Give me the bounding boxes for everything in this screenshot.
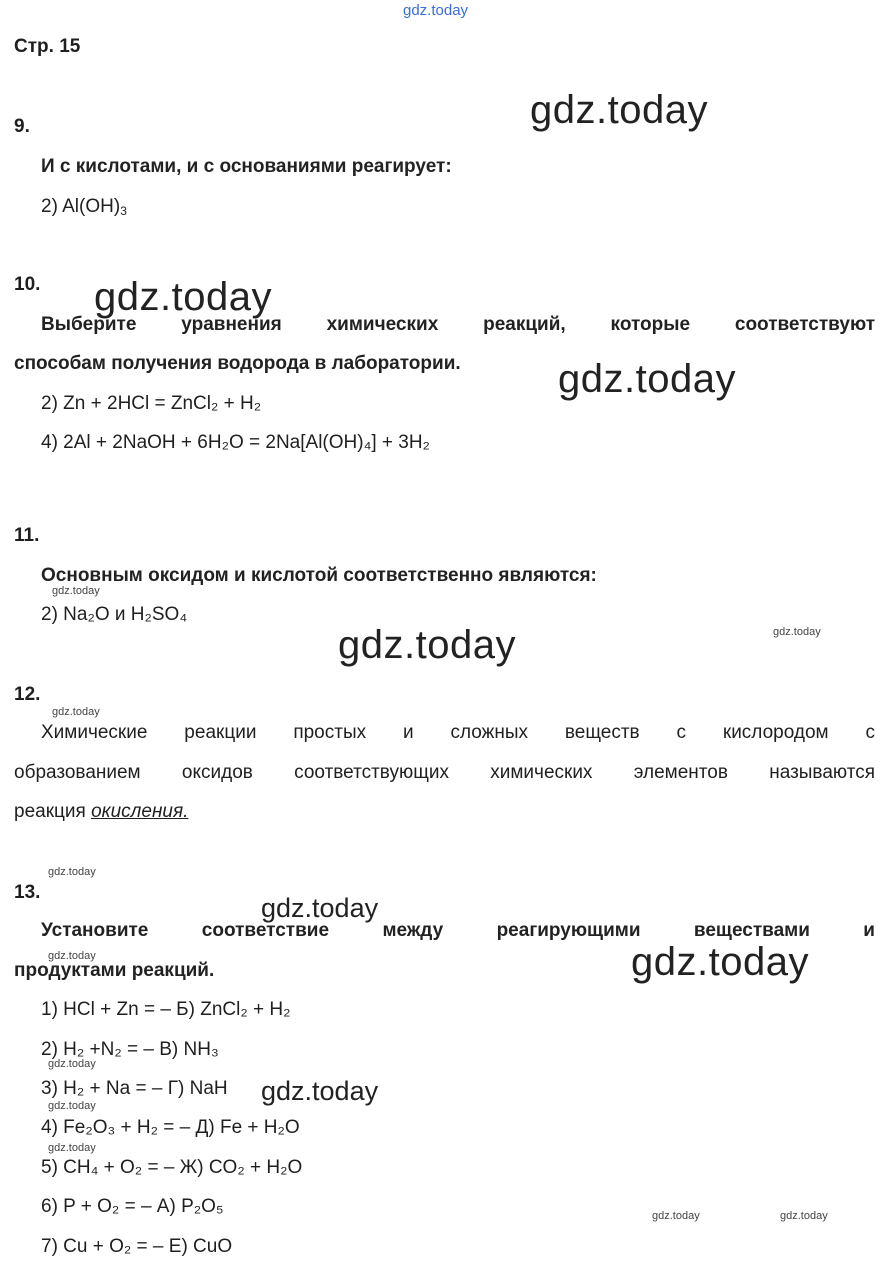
question-text-13-line1: Установите соответствие между реагирующими веществами и: [41, 920, 875, 941]
watermark: gdz.today: [631, 940, 809, 984]
question-text-9: И с кислотами, и с основаниями реагирует:: [41, 156, 452, 177]
watermark-small: gdz.today: [773, 626, 821, 638]
watermark: gdz.today: [530, 88, 708, 132]
question-number-11: 11.: [14, 525, 40, 546]
watermark: gdz.today: [558, 357, 736, 401]
watermark-small: gdz.today: [48, 950, 96, 962]
question-number-13: 13.: [14, 882, 41, 903]
answer-10-2: 4) 2Al + 2NaOH + 6H₂O = 2Na[Al(OH)₄] + 3H₂: [41, 432, 430, 453]
question-text-11: Основным оксидом и кислотой соответственно являются:: [41, 565, 597, 586]
watermark-small: gdz.today: [52, 706, 100, 718]
match-item-6: 6) P + O₂ = – А) P₂O₅: [41, 1196, 224, 1217]
question-text-12-line3: реакция окисления.: [14, 801, 189, 822]
match-item-5: 5) CH₄ + O₂ = – Ж) CO₂ + H₂O: [41, 1157, 303, 1178]
watermark: gdz.today: [261, 893, 379, 923]
answer-10-1: 2) Zn + 2HCl = ZnCl₂ + H₂: [41, 393, 262, 414]
watermark-small: gdz.today: [48, 1142, 96, 1154]
question-number-12: 12.: [14, 684, 41, 705]
question-text-10-line2: способам получения водорода в лаборатории.: [14, 353, 461, 374]
watermark: gdz.today: [261, 1076, 379, 1106]
watermark-small: gdz.today: [780, 1210, 828, 1222]
answer-11: 2) Na₂O и H₂SO₄: [41, 604, 188, 625]
watermark-top: gdz.today: [403, 2, 469, 19]
watermark-small: gdz.today: [48, 1058, 96, 1070]
question-text-13-line2: продуктами реакций.: [14, 960, 215, 981]
match-item-1: 1) HCl + Zn = – Б) ZnCl₂ + H₂: [41, 999, 291, 1020]
question-number-9: 9.: [14, 116, 30, 137]
question-text-12-line2: образованием оксидов соответствующих химических элементов называются: [14, 762, 875, 783]
answer-12: окисления.: [91, 801, 189, 822]
match-item-7: 7) Cu + O₂ = – Е) CuO: [41, 1236, 233, 1257]
question-text-12-line1: Химические реакции простых и сложных веществ с кислородом с: [41, 722, 875, 743]
match-item-4: 4) Fe₂O₃ + H₂ = – Д) Fe + H₂O: [41, 1117, 300, 1138]
watermark-small: gdz.today: [52, 585, 100, 597]
match-item-3: 3) H₂ + Na = – Г) NaH: [41, 1078, 228, 1099]
watermark: gdz.today: [338, 623, 516, 667]
match-item-2: 2) H₂ +N₂ = – В) NH₃: [41, 1039, 219, 1060]
watermark: gdz.today: [94, 275, 272, 319]
answer-9: 2) $Al(OH)_3$: [41, 196, 127, 218]
watermark-small: gdz.today: [652, 1210, 700, 1222]
watermark-small: gdz.today: [48, 1100, 96, 1112]
watermark-small: gdz.today: [48, 866, 96, 878]
page-label: Стр. 15: [14, 36, 81, 57]
question-number-10: 10.: [14, 274, 41, 295]
question-text-10-line1: Выберите уравнения химических реакций, которые соответствуют: [41, 314, 875, 335]
